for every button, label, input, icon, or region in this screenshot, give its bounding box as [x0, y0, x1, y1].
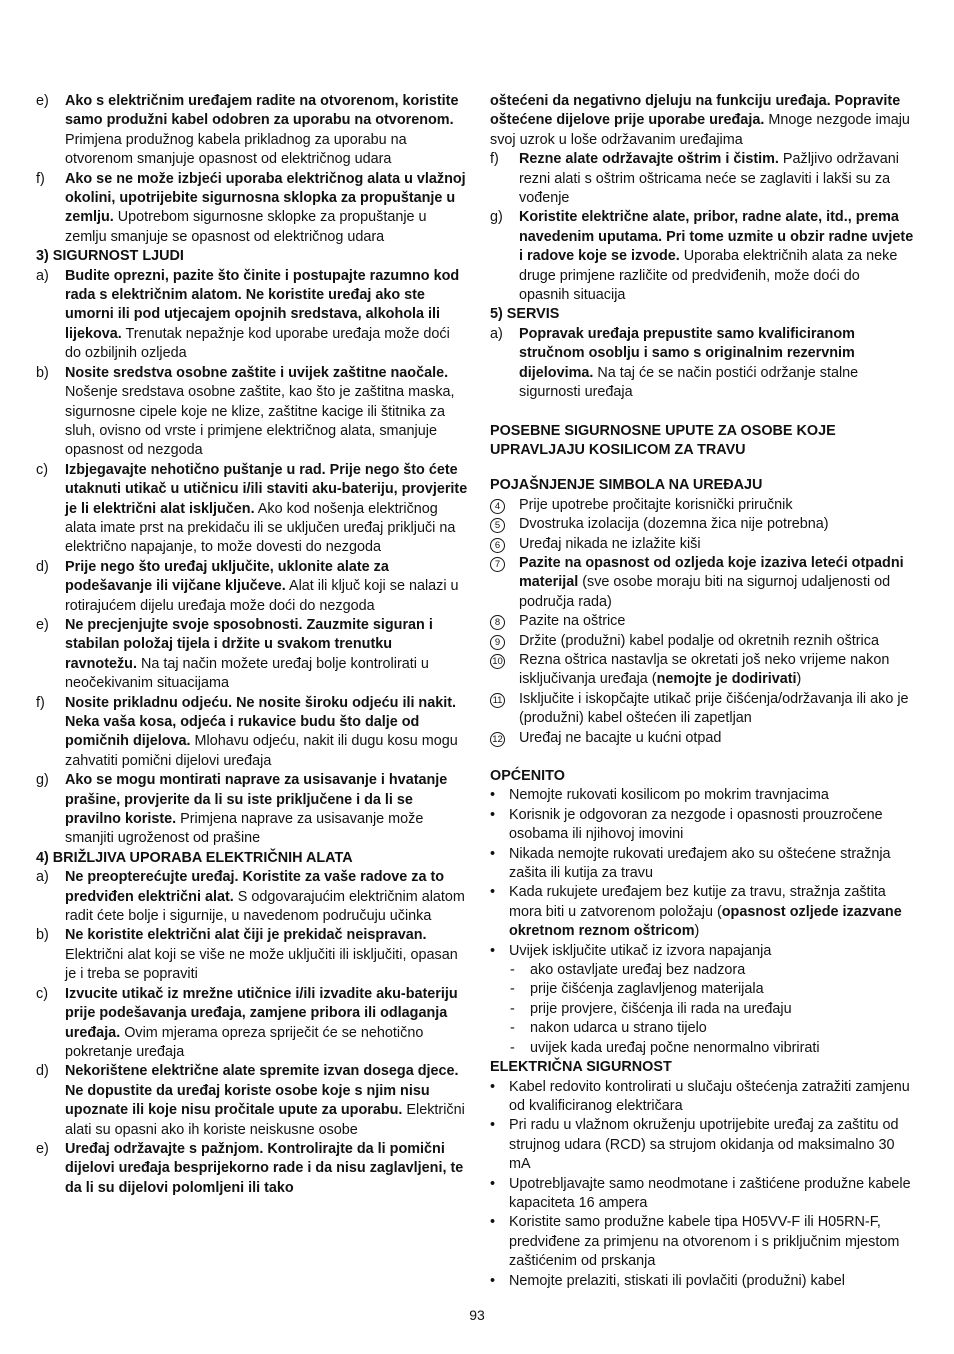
dash-icon: -: [510, 1039, 515, 1056]
body-text: Upotrebljavajte samo neodmotane i zaštićene produžne kabele kapaciteta 16 ampera: [509, 1175, 911, 1211]
bold-text: Ne precjenjujte svoje sposobnosti. Zauzmite siguran i stabilan položaj tijela i držite u svakom trenutku ravnotežu.: [65, 616, 433, 672]
body-text: Nikada nemojte rukovati uređajem ako su oštećene stražnja zašita ili kutija za travu: [509, 845, 891, 882]
bold-text: Uređaj održavajte s pažnjom. Kontrolirajte da li pomični dijelovi uređaja besprijekorno rade i da nisu zaglavljeni, te da li su dijelovi polomljeni ili tako: [65, 1140, 464, 1196]
symbol-number: [490, 535, 505, 554]
symbol-number: [490, 632, 505, 651]
body-text: Na taj način možete uređaj bolje kontrolirati u neočekivanim situacijama: [65, 655, 429, 692]
symbol-item: [490, 651, 914, 690]
body-text: Držite (produžni) kabel podalje od okretnih reznih oštrica: [519, 632, 879, 649]
body-text: Mnoge nezgode imaju svoj uzrok u loše održavanim uređajima: [490, 112, 910, 148]
body-text: nakon udarca u strano tijelo: [530, 1020, 707, 1037]
bullet-item: [490, 1213, 914, 1271]
list-item: [490, 150, 914, 208]
bullet-item: [490, 1078, 914, 1117]
body-text: Primjena naprave za usisavanje može smanjiti ugroženost od prašine: [65, 811, 424, 847]
symbol-item: [490, 515, 914, 534]
bold-text: Rezne alate održavajte oštrim i čistim.: [519, 151, 779, 168]
item-label: g): [490, 209, 503, 226]
list-item: [490, 208, 914, 305]
item-label: e): [36, 1140, 49, 1157]
item-label: e): [36, 616, 49, 633]
symbol-item: [490, 554, 914, 612]
list-item: [36, 694, 468, 772]
item-label: c): [36, 461, 48, 478]
right-column: [490, 92, 914, 1291]
item-label: b): [36, 364, 49, 381]
body-text: Električni alati su opasni ako ih koriste neiskusne osobe: [65, 1102, 465, 1138]
bold-text: Nekorištene električne alate spremite izvan dosega djece. Ne dopustite da uređaj koriste osobe koje s njim nisu upoznate ili koje nisu pročitale upute za uporabu.: [65, 1063, 459, 1119]
body-text: Koristite samo produžne kabele tipa H05VV-F ili H05RN-F, predviđene za primjenu na otvorenom i s priključnim mjestom zaštićenim od prskanja: [509, 1214, 900, 1270]
body-text: (sve osobe moraju biti na sigurnoj udaljenosti od područja rada): [519, 574, 891, 610]
bullet-icon: •: [490, 884, 496, 901]
body-text: prije provjere, čišćenja ili rada na uređaju: [530, 1000, 792, 1017]
bullet-item: [490, 806, 914, 845]
body-text: Primjena produžnog kabela prikladnog za uporabu na otvorenom smanjuje opasnost od električnog udara: [65, 131, 407, 168]
item-label: f): [36, 694, 45, 711]
body-text: S odgovarajućim električnim alatom radit ćete bolje i sigurnije, u navedenom područuju učinka: [65, 888, 465, 925]
bullet-item: [490, 883, 914, 941]
bullet-item: [490, 1116, 914, 1174]
bullet-item: [490, 1272, 914, 1291]
body-text: Rezna oštrica nastavlja se okretati još neko vrijeme nakon isključivanja uređaja (: [519, 651, 890, 688]
dash-icon: -: [510, 1000, 515, 1017]
list-item: [36, 461, 468, 558]
list-item: [36, 926, 468, 984]
list-item: [36, 985, 468, 1063]
bold-text: Popravak uređaja prepustite samo kvalificiranom stručnom osoblju i samo s originalnim rezervnim dijelovima.: [519, 325, 855, 381]
circled-number: 10: [490, 654, 505, 669]
bullet-icon: •: [490, 806, 496, 823]
dash-icon: -: [510, 981, 515, 998]
bullet-item: [490, 845, 914, 884]
list-item: [36, 364, 468, 461]
body-text: Na taj će se način postići održanje stalne sigurnosti uređaja: [519, 364, 859, 401]
item-label: d): [36, 1063, 49, 1080]
body-text: Pazite na oštrice: [519, 613, 626, 630]
bullet-icon: •: [490, 1078, 496, 1095]
symbol-item: [490, 535, 914, 554]
body-text: ako ostavljate uređaj bez nadzora: [530, 962, 746, 979]
bullet-icon: •: [490, 845, 496, 862]
body-text: Pažljivo održavani rezni alati s oštrim oštricama neće se zaglaviti i lakši su za vođenje: [519, 151, 899, 207]
symbol-item: [490, 632, 914, 651]
body-text: Mlohavu odjeću, nakit ili dugu kosu mogu zahvatiti pomični dijelovi uređaja: [65, 733, 458, 769]
body-text: Uređaj ne bacajte u kućni otpad: [519, 729, 722, 746]
dash-icon: -: [510, 962, 515, 979]
left-column: [36, 92, 468, 1198]
circled-number: 8: [490, 615, 505, 630]
bold-text: Ne preopterećujte uređaj. Koristite za vaše radove za to predviđen električni alat.: [65, 869, 445, 905]
symbol-number: [490, 554, 505, 573]
bullet-icon: •: [490, 942, 496, 959]
symbol-number: [490, 515, 505, 534]
list-item: [36, 868, 468, 926]
body-text: Uporaba električnih alata za neke druge primjene različite od predviđenih, može doći do opasnih situacija: [519, 248, 898, 304]
list-item: [36, 92, 468, 170]
section-heading: 4) BRIŽLJIVA UPORABA ELEKTRIČNIH ALATA: [36, 849, 353, 866]
section-heading: POJAŠNJENJE SIMBOLA NA UREĐAJU: [490, 477, 763, 494]
body-text: uvijek kada uređaj počne nenormalno vibrirati: [530, 1039, 820, 1056]
bold-text: Prije nego što uređaj uključite, uklonite alate za podešavanje ili vijčane ključeve.: [65, 558, 389, 595]
body-text: ): [796, 671, 802, 688]
list-item: [36, 1062, 468, 1140]
spacer: [490, 748, 914, 767]
section-heading: POSEBNE SIGURNOSNE UPUTE ZA OSOBE KOJE UPRAVLJAJU KOSILICOM ZA TRAVU: [490, 422, 836, 458]
body-text: Nemojte rukovati kosilicom po mokrim travnjacima: [509, 787, 829, 804]
circled-number: 11: [490, 693, 505, 708]
item-label: f): [36, 170, 45, 187]
symbol-number: [490, 612, 505, 631]
list-item: [490, 325, 914, 403]
list-item: [36, 616, 468, 694]
bullet-item: [490, 786, 914, 805]
item-label: e): [36, 93, 49, 109]
dash-item: [490, 1000, 914, 1019]
symbol-item: [490, 729, 914, 748]
bold-text: Nosite prikladnu odjeću. Ne nosite široku odjeću ili nakit. Neka vaša kosa, odjeća i rukavice budu što dalje od pomičnih dijelova.: [65, 694, 457, 750]
symbol-number: [490, 690, 505, 709]
list-item: [36, 267, 468, 364]
bullet-item: [490, 1175, 914, 1214]
bullet-icon: •: [490, 1214, 496, 1231]
bullet-icon: •: [490, 1272, 496, 1289]
symbol-item: [490, 690, 914, 729]
item-label: a): [490, 325, 503, 342]
body-text: Uvijek isključite utikač iz izvora napajanja: [509, 942, 772, 959]
bold-text: opasnost ozljede izazvane okretnom reznom oštricom: [509, 903, 902, 940]
circled-number: 7: [490, 557, 505, 572]
spacer: [490, 403, 914, 422]
dash-item: [490, 961, 914, 980]
body-text: Ovim mjerama opreza spriječit će se nehotično pokretanje uređaja: [65, 1024, 424, 1060]
bold-text: Budite oprezni, pazite što činite i postupajte razumno kod rada s električnim alatom. Ne koristite uređaj ako ste umorni ili pod utjecajem opojnih sredstava, alkohola ili lijekova.: [65, 267, 460, 342]
spacer: [490, 460, 914, 476]
bullet-icon: •: [490, 1117, 496, 1134]
bold-text: Ako s električnim uređajem radite na otvorenom, koristite samo produžni kabel odobren za uporabu na otvorenom.: [65, 93, 459, 129]
bold-text: Ako se ne može izbjeći uporaba električnog alata u vlažnoj okolini, upotrijebite sigurnosna sklopka za propuštanje u zemlju.: [65, 170, 466, 226]
bold-text: nemojte je dodirivati: [656, 671, 797, 688]
section-heading: 5) SERVIS: [490, 306, 560, 323]
page-number: 93: [469, 1307, 485, 1323]
bold-text: Ne koristite električni alat čiji je prekidač neispravan.: [65, 927, 427, 944]
continued-paragraph: [490, 92, 914, 150]
bullet-icon: •: [490, 1175, 496, 1192]
body-text: Kada rukujete uređajem bez kutije za travu, stražnja zaštita mora biti u zatvorenom položaju (: [509, 884, 886, 920]
item-label: d): [36, 558, 49, 575]
body-text: Trenutak nepažnje kod uporabe uređaja može doći do ozbiljnih ozljeda: [65, 325, 450, 362]
section-heading: 3) SIGURNOST LJUDI: [36, 248, 184, 265]
body-text: Električni alat koji se više ne može uključiti ili isključiti, opasan je i treba se popraviti: [65, 946, 458, 983]
bullet-item: [490, 942, 914, 961]
body-text: Upotrebom sigurnosne sklopke za propuštanje u zemlju smanjuje se opasnost od električnog udara: [65, 209, 427, 245]
list-item: [36, 771, 468, 849]
body-text: Alat ili ključ koji se nalazi u rotirajućem dijelu uređaja može doći do nezgoda: [65, 578, 459, 614]
bold-text: oštećeni da negativno djeluju na funkciju uređaja. Popravite oštećene dijelove prije uporabe uređaja.: [490, 93, 901, 129]
circled-number: 12: [490, 732, 505, 747]
symbol-number: [490, 651, 505, 670]
dash-item: [490, 980, 914, 999]
section-heading: ELEKTRIČNA SIGURNOST: [490, 1059, 672, 1076]
body-text: Uređaj nikada ne izlažite kiši: [519, 535, 701, 552]
item-label: a): [36, 869, 49, 886]
bold-text: Izvucite utikač iz mrežne utičnice i/ili izvadite aku-bateriju prije podešavanja uređaja, zamjene pribora ili odlaganja uređaja.: [65, 985, 458, 1041]
body-text: Nemojte prelaziti, stiskati ili povlačiti (produžni) kabel: [509, 1272, 845, 1289]
symbol-item: [490, 496, 914, 515]
dash-item: [490, 1019, 914, 1038]
body-text: Kabel redovito kontrolirati u slučaju oštećenja zatražiti zamjenu od kvalificiranog električara: [509, 1078, 910, 1114]
body-text: Ako kod nošenja električnog alata imate prst na prekidaču ili se uključen uređaj priključi na električno napajanje, to može dovesti do nezgoda: [65, 500, 456, 556]
circled-number: 6: [490, 538, 505, 553]
circled-number: 4: [490, 499, 505, 514]
bold-text: Pazite na opasnost od ozljeda koje izaziva leteći otpadni materijal: [519, 554, 904, 591]
body-text: Nošenje sredstava osobne zaštite, kao što je zaštitna maska, sigurnosne cipele koje ne klize, zaštitne kacige ili štitnika za sluh, ovisno od vrste i primjene električnog alata, smanjuje opasnost od nezgoda: [65, 384, 455, 459]
body-text: prije čišćenja zaglavljenog materijala: [530, 981, 764, 998]
symbol-number: [490, 496, 505, 515]
section-heading: OPĆENITO: [490, 768, 565, 784]
item-label: b): [36, 927, 49, 944]
body-text: ): [694, 923, 700, 940]
symbol-number: [490, 729, 505, 748]
item-label: c): [36, 985, 48, 1002]
body-text: Dvostruka izolacija (dozemna žica nije potrebna): [519, 516, 829, 533]
body-text: Isključite i iskopčajte utikač prije čišćenja/održavanja ili ako je (produžni) kabel oštećen ili zapetljan: [519, 690, 909, 727]
item-label: a): [36, 267, 49, 284]
circled-number: 9: [490, 635, 505, 650]
item-label: g): [36, 772, 49, 789]
body-text: Prije upotrebe pročitajte korisnički priručnik: [519, 496, 793, 513]
item-label: f): [490, 151, 499, 168]
circled-number: 5: [490, 518, 505, 533]
bold-text: Nosite sredstva osobne zaštite i uvijek zaštitne naočale.: [65, 364, 449, 381]
dash-item: [490, 1039, 914, 1058]
dash-icon: -: [510, 1020, 515, 1037]
bullet-icon: •: [490, 787, 496, 804]
bold-text: Ako se mogu montirati naprave za usisavanje i hvatanje prašine, provjerite da li su iste priključene i da li se pravilno koriste.: [65, 772, 448, 828]
list-item: [36, 1140, 468, 1198]
list-item: [36, 558, 468, 616]
bold-text: Izbjegavajte nehotično puštanje u rad. Prije nego što ćete utaknuti utikač u utičnicu i/ili staviti aku-bateriju, provjerite je li električni alat isključen.: [65, 461, 468, 517]
symbol-item: [490, 612, 914, 631]
body-text: Pri radu u vlažnom okruženju upotrijebite uređaj za zaštitu od strujnog udara (RCD) sa strujom okidanja od maksimalno 30 mA: [509, 1117, 899, 1173]
list-item: [36, 170, 468, 248]
body-text: Korisnik je odgovoran za nezgode i opasnosti prouzročene osobama ili njihovoj imovini: [509, 806, 883, 843]
bold-text: Koristite električne alate, pribor, radne alate, itd., prema navedenim uputama. Pri tome uzmite u obzir radne uvjete i radove koje se izvode.: [519, 209, 914, 265]
